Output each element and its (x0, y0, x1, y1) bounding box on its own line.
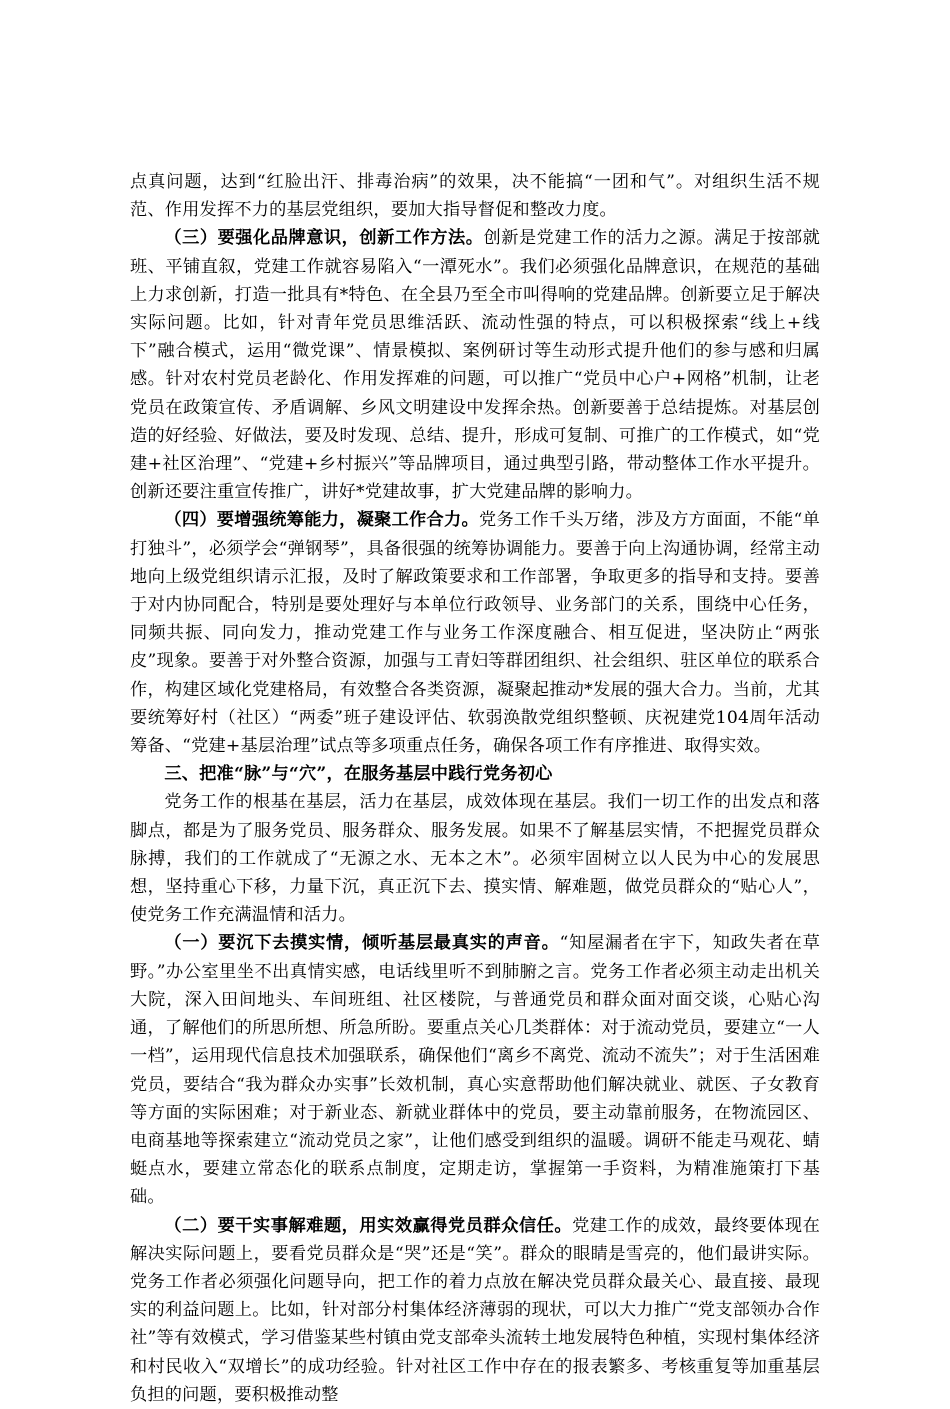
document-body (130, 168, 820, 1409)
section-heading-3 (130, 760, 820, 788)
paragraph-practical-work (130, 1212, 820, 1409)
paragraph-coordination (130, 506, 820, 760)
paragraph-text: 党务工作的根基在基层，活力在基层，成效体现在基层。我们一切工作的出发点和落脚点，都是为了服务党员、服务群众、服务发展。如果不了解基层实情，不把握党员群众脉搏，我们的工作就成了“无源之水、无本之木”。必须牢固树立以人民为中心的发展思想，坚持重心下移，力量下沉，真正沉下去、摸实情、解难题，做党员群众的“贴心人”，使党务工作充满温情和活力。 (130, 792, 820, 926)
section-title: 三、把准“脉”与“穴”，在服务基层中践行党务初心 (164, 764, 553, 785)
paragraph-text: 创新是党建工作的活力之源。满足于按部就班、平铺直叙，党建工作就容易陷入“一潭死水”。我们必须强化品牌意识，在规范的基础上力求创新，打造一批具有*特色、在全县乃至全市叫得响的党建品牌。创新要立足于解决实际问题。比如，针对青年党员思维活跃、流动性强的特点，可以积极探索“线上+线下”融合模式，运用“微党课”、情景模拟、案例研讨等生动形式提升他们的参与感和归属感。针对农村党员老龄化、作用发挥难的问题，可以推广“党员中心户+网格”机制，让老党员在政策宣传、矛盾调解、乡风文明建设中发挥余热。创新要善于总结提炼。对基层创造的好经验、好做法，要及时发现、总结、提升，形成可复制、可推广的工作模式，如“党建+社区治理”、“党建+乡村振兴”等品牌项目，通过典型引路，带动整体工作水平提升。创新还要注重宣传推广，讲好*党建故事，扩大党建品牌的影响力。 (130, 228, 820, 503)
paragraph-section-intro (130, 788, 820, 929)
paragraph-heading: （三）要强化品牌意识，创新工作方法。 (164, 228, 484, 249)
paragraph-continuation (130, 168, 820, 224)
paragraph-heading: （一）要沉下去摸实情，倾听基层最真实的声音。 (164, 933, 560, 954)
paragraph-heading: （二）要干实事解难题，用实效赢得党员群众信任。 (164, 1215, 573, 1236)
paragraph-heading: （四）要增强统筹能力，凝聚工作合力。 (164, 510, 479, 531)
paragraph-text: 党务工作千头万绪，涉及方方面面，不能“单打独斗”，必须学会“弹钢琴”，具备很强的统筹协调能力。要善于向上沟通协调，经常主动地向上级党组织请示汇报，及时了解政策要求和工作部署，争取更多的指导和支持。要善于对内协同配合，特别是要处理好与本单位行政领导、业务部门的关系，围绕中心任务，同频共振、同向发力，推动党建工作与业务工作深度融合、相互促进，坚决防止“两张皮”现象。要善于对外整合资源，加强与工青妇等群团组织、社会组织、驻区单位的联系合作，构建区域化党建格局，有效整合各类资源，凝聚起推动*发展的强大合力。当前，尤其要统筹好村（社区）“两委”班子建设评估、软弱涣散党组织整顿、庆祝建党104周年活动筹备、“党建+基层治理”试点等多项重点任务，确保各项工作有序推进、取得实效。 (130, 510, 820, 757)
paragraph-text: “知屋漏者在宇下，知政失者在草野。”办公室里坐不出真情实感，电话线里听不到肺腑之言。党务工作者必须主动走出机关大院，深入田间地头、车间班组、社区楼院，与普通党员和群众面对面交谈，心贴心沟通，了解他们的所思所想、所急所盼。要重点关心几类群体：对于流动党员，要建立“一人一档”，运用现代信息技术加强联系，确保他们“离乡不离党、流动不流失”；对于生活困难党员，要结合“我为群众办实事”长效机制，真心实意帮助他们解决就业、就医、子女教育等方面的实际困难；对于新业态、新就业群体中的党员，要主动靠前服务，在物流园区、电商基地等探索建立“流动党员之家”，让他们感受到组织的温暖。调研不能走马观花、蜻蜓点水，要建立常态化的联系点制度，定期走访，掌握第一手资料，为精准施策打下基础。 (130, 933, 820, 1208)
paragraph-grassroots-listening (130, 929, 820, 1211)
paragraph-text: 点真问题，达到“红脸出汗、排毒治病”的效果，决不能搞“一团和气”。对组织生活不规范、作用发挥不力的基层党组织，要加大指导督促和整改力度。 (130, 172, 820, 221)
paragraph-text: 党建工作的成效，最终要体现在解决实际问题上，要看党员群众是“哭”还是“笑”。群众的眼睛是雪亮的，他们最讲实际。党务工作者必须强化问题导向，把工作的着力点放在解决党员群众最关心、最直接、最现实的利益问题上。比如，针对部分村集体经济薄弱的现状，可以大力推广“党支部领办合作社”等有效模式，学习借鉴某些村镇由党支部牵头流转土地发展特色种植，实现村集体经济和村民收入“双增长”的成功经验。针对社区工作中存在的报表繁多、考核重复等加重基层负担的问题，要积极推动整 (130, 1215, 820, 1405)
paragraph-brand-awareness (130, 224, 820, 506)
